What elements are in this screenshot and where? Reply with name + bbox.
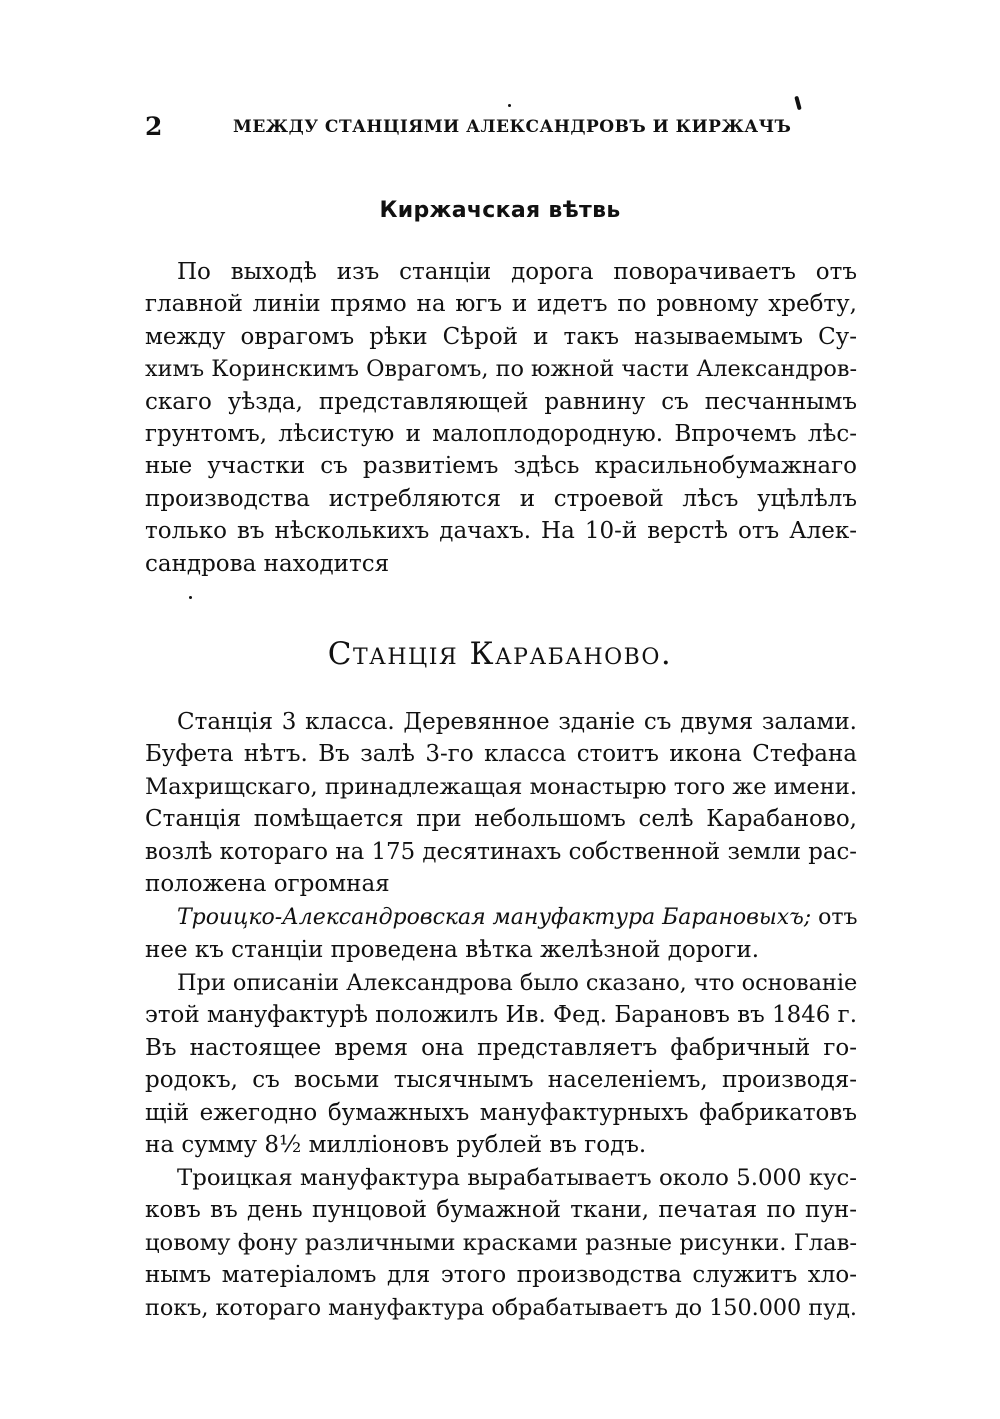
text-line: Троицкая мануфактура вырабатываетъ около 5.000 кус-: [177, 1165, 857, 1191]
text-line: главной линіи прямо на югъ и идетъ по ровному хребту,: [145, 291, 857, 318]
text-line: ковъ въ день пунцовой бумажной ткани, печатая по пун-: [145, 1197, 857, 1224]
text-line: Станція помѣщается при небольшомъ селѣ Карабаново,: [145, 806, 857, 833]
text-line: ные участки съ развитіемъ здѣсь красильнобумажнаго: [145, 453, 857, 480]
text-line: нее къ станціи проведена вѣтка желѣзной дороги.: [145, 937, 760, 964]
text-line: скаго уѣзда, представляющей равнину съ песчаннымъ: [145, 388, 857, 415]
italic-title: Троицко-Александровская мануфактура Барановыхъ;: [177, 905, 812, 930]
text-line: возлѣ котораго на 175 десятинахъ собственной земли рас-: [145, 838, 857, 865]
text-line: между оврагомъ рѣки Сѣрой и такъ называемымъ Су-: [145, 323, 857, 350]
text-line: Станція 3 класса. Деревянное зданіе съ двумя залами.: [177, 709, 857, 735]
text-line: химъ Коринскимъ Оврагомъ, по южной части Александров-: [145, 356, 857, 383]
text-line: щій ежегодно бумажныхъ мануфактурныхъ фабрикатовъ: [145, 1099, 857, 1126]
text-line: Махрищскаго, принадлежащая монастырю того же имени.: [145, 773, 857, 800]
text-line: производства истребляются и строевой лѣсъ уцѣлѣлъ: [145, 485, 857, 512]
text-line: положена огромная: [145, 870, 390, 897]
running-head: [145, 112, 792, 148]
paragraph-4: [145, 967, 857, 1161]
print-speck: [508, 104, 511, 107]
running-title: МЕЖДУ СТАНЦІЯМИ АЛЕКСАНДРОВЪ И КИРЖАЧЪ: [233, 117, 792, 137]
text-line: нымъ матеріаломъ для этого производства служитъ хло-: [145, 1262, 857, 1289]
text-line: По выходѣ изъ станціи дорога поворачиваетъ отъ: [177, 259, 857, 285]
text-line: Въ настоящее время она представляетъ фабричный го-: [145, 1034, 857, 1061]
text-line: [145, 902, 857, 934]
text-line: Буфета нѣтъ. Въ залѣ 3-го класса стоитъ икона Стефана: [145, 741, 857, 768]
print-speck: [189, 596, 192, 599]
text-line: грунтомъ, лѣсистую и малоплодородную. Впрочемъ лѣс-: [145, 420, 857, 447]
text-line: на сумму 8½ милліоновъ рублей въ годъ.: [145, 1131, 647, 1158]
paragraph-5: [145, 1162, 857, 1324]
text-line: только въ нѣсколькихъ дачахъ. На 10-й верстѣ отъ Алек-: [145, 518, 857, 545]
station-title: Станція Карабаново.: [327, 636, 673, 672]
paragraph-3: [145, 902, 857, 967]
section-heading: Киржачская вѣтвь: [379, 198, 621, 223]
text-line: При описаніи Александрова было сказано, что основаніе: [177, 970, 858, 996]
text-fragment: отъ: [811, 905, 858, 930]
text-line: цовому фону различными красками разные рисунки. Глав-: [145, 1229, 857, 1256]
text-line: покъ, котораго мануфактура обрабатываетъ до 150.000 пуд.: [145, 1294, 857, 1321]
paragraph-2: [145, 706, 857, 900]
paragraph-1: [145, 256, 857, 580]
print-speck: [794, 96, 801, 111]
text-line: сандрова находится: [145, 550, 390, 577]
text-line: этой мануфактурѣ положилъ Ив. Фед. Барановъ въ 1846 г.: [145, 1002, 857, 1029]
page-number: 2: [145, 112, 163, 141]
text-line: родокъ, съ восьми тысячнымъ населеніемъ, производя-: [145, 1067, 857, 1094]
